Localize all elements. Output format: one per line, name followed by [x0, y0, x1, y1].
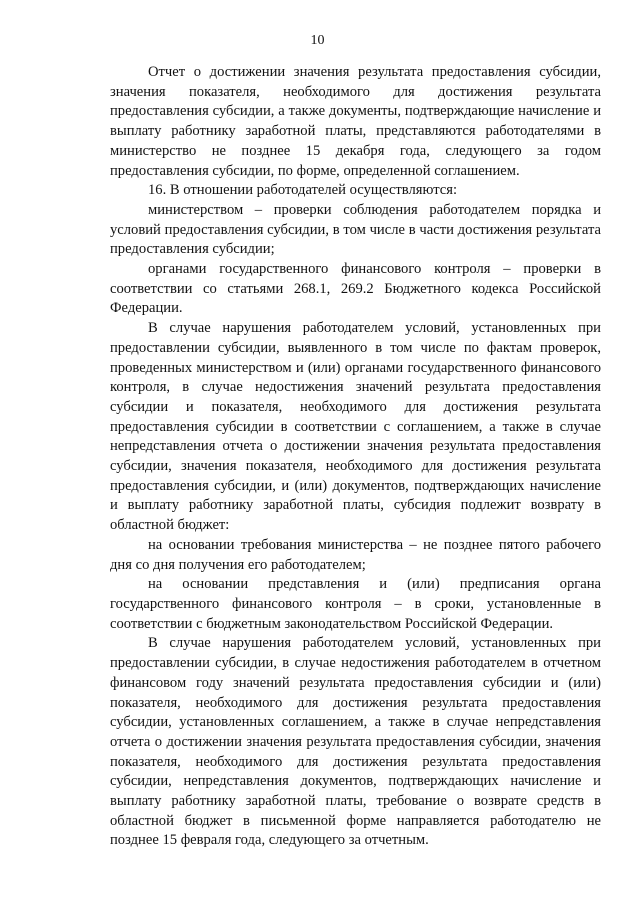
paragraph-control-order: на основании представления и (или) предписания органа государственного финансового контроля – в сроки, установленные в соответствии с бюджетным законодательством Российской Федерации.: [110, 576, 601, 632]
page-number: 10: [310, 33, 325, 48]
paragraph-report-deadline: Отчет о достижении значения результата предоставления субсидии, значения показателя, необходимого для достижения результата предоставления субсидии, а также документы, подтверждающие начисление и выплату работнику заработной платы, представляются работодателями в министерство не позднее 15 декабря года, следующего за годом предоставления субсидии, по форме, определенной соглашением.: [110, 64, 601, 179]
document-body: [110, 63, 601, 851]
paragraph-financial-control: органами государственного финансового контроля – проверки в соответствии со статьями 268.1, 269.2 Бюджетного кодекса Российской Федерации.: [110, 261, 601, 317]
paragraph-section-16: 16. В отношении работодателей осуществляются:: [148, 182, 457, 199]
paragraph-violation-return: В случае нарушения работодателем условий, установленных при предоставлении субсидии, выявленного в том числе по фактам проверок, проведенных министерством и (или) органами государственного финансового контроля, в случае недостижения значений результата предоставления субсидии и показателя, необходимого для достижения результата предоставления субсидии в соответствии с соглашением, а также в случае непредставления отчета о достижении значения результата предоставления субсидии, значения показателя, необходимого для достижения результата предоставления субсидии, и (или) документов, подтверждающих начисление и выплату работнику заработной платы, субсидия подлежит возврату в областной бюджет:: [110, 320, 601, 534]
paragraph-return-demand: В случае нарушения работодателем условий, установленных при предоставлении субсидии, в случае недостижения работодателем в отчетном финансовом году значений результата предоставления субсидии и (или) показателя, необходимого для достижения результата предоставления субсидии, установленных соглашением, а также в случае непредставления отчета о достижении значения результата предоставления субсидии, значения показателя, необходимого для достижения результата предоставления субсидии, непредставления документов, подтверждающих начисление и выплату работнику заработной платы, требование о возврате средств в областной бюджет в письменной форме направляется работодателю не позднее 15 февраля года, следующего за отчетным.: [110, 635, 601, 849]
paragraph-ministry-requirement: на основании требования министерства – не позднее пятого рабочего дня со дня получения его работодателем;: [110, 536, 601, 573]
paragraph-ministry-checks: министерством – проверки соблюдения работодателем порядка и условий предоставления субсидии, в том числе в части достижения результата предоставления субсидии;: [110, 201, 601, 258]
